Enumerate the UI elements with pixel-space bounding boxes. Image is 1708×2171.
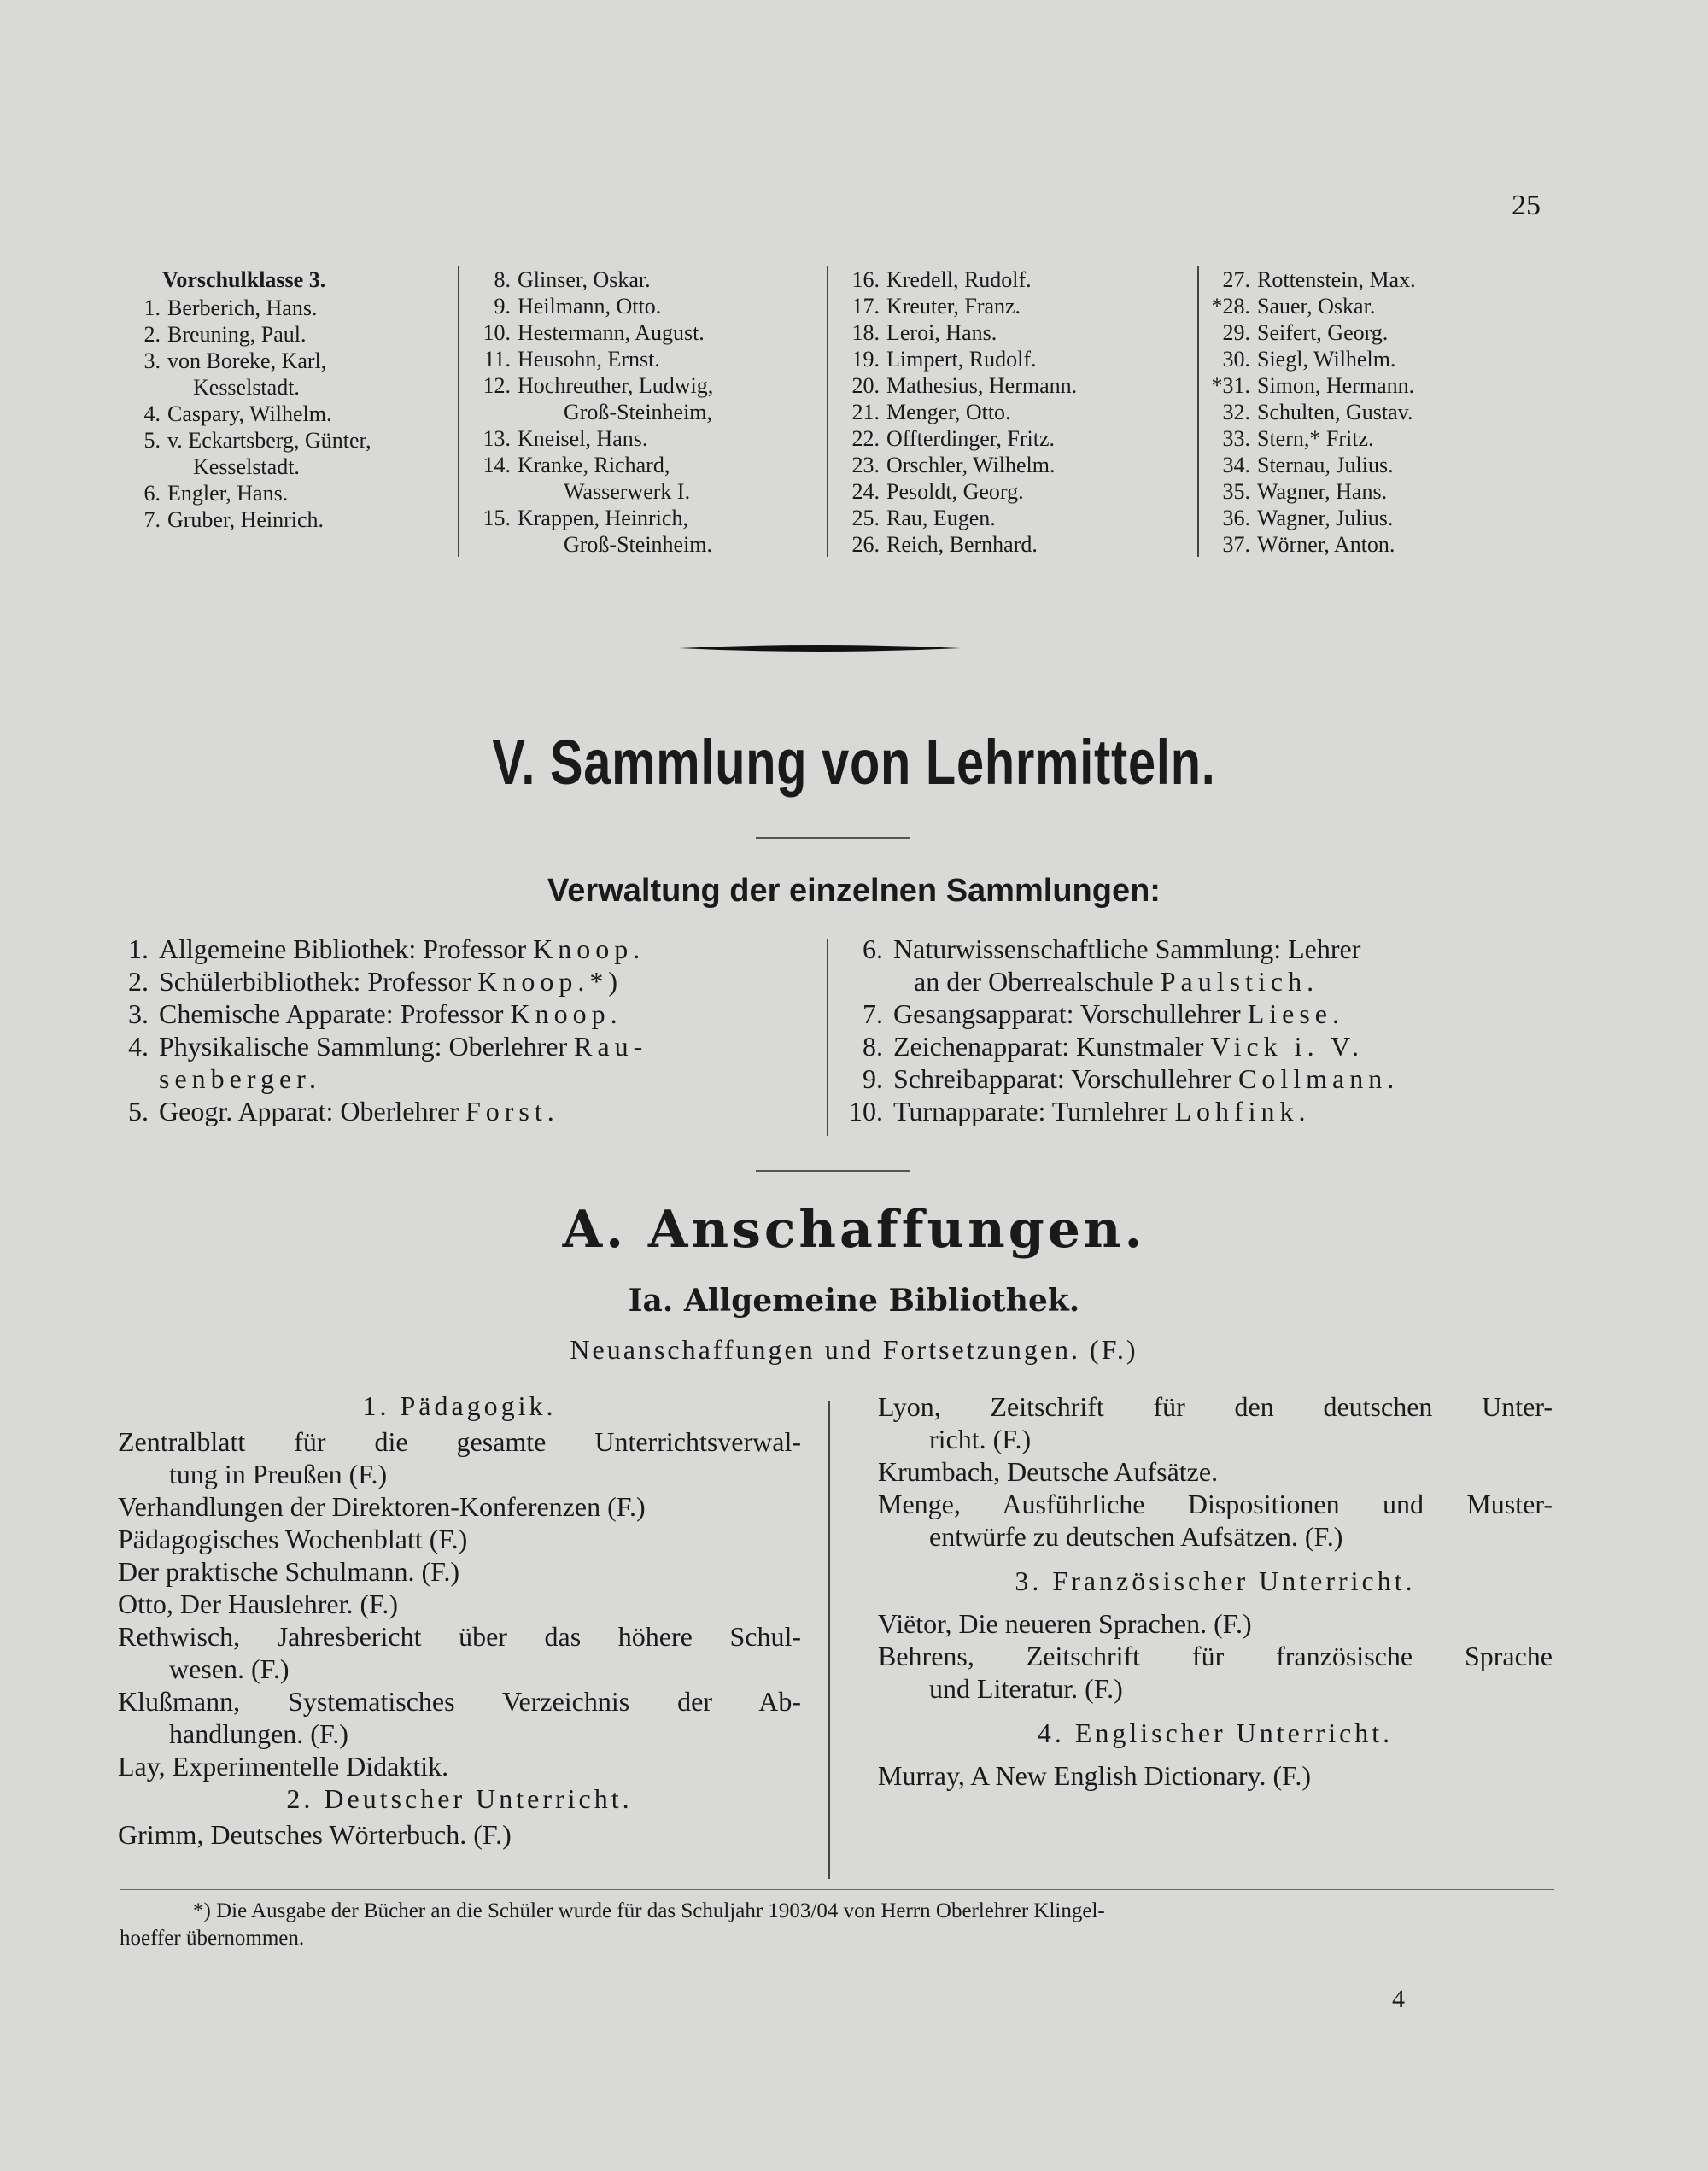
footnote-line: *) Die Ausgabe der Bücher an die Schüler wurde für das Schuljahr 1903/04 von Herrn Oberlehrer Klingel- [193, 1899, 1105, 1922]
list-item: 2. Schülerbibliothek: Professor Knoop.*) [128, 966, 623, 997]
list-item: Zentralblatt für die gesamte Unterrichtsverwal- tung in Preußen (F.) [118, 1426, 801, 1489]
list-item: Behrens, Zeitschrift für französische Sprache und Literatur. (F.) [878, 1641, 1553, 1704]
list-item: 15. Krappen, Heinrich, [483, 506, 688, 530]
list-item: Viëtor, Die neueren Sprachen. (F.) [878, 1608, 1252, 1639]
list-item: 26. Reich, Bernhard. [851, 532, 1038, 557]
list-item: 11. Heusohn, Ernst. [483, 347, 660, 372]
footnote-line: hoeffer übernommen. [120, 1927, 305, 1950]
column-divider [827, 939, 828, 1136]
list-item-continuation: Wasserwerk I. [564, 479, 691, 504]
subsection-heading: 3. Französischer Unterricht. [1015, 1565, 1416, 1596]
section-subtitle: Verwaltung der einzelnen Sammlungen: [547, 873, 1161, 909]
column-divider [458, 266, 459, 557]
list-item: 16. Kredell, Rudolf. [851, 267, 1032, 292]
list-item: 2. Breuning, Paul. [143, 322, 307, 347]
subsection-heading: 1. Pädagogik. [362, 1390, 557, 1421]
acquisitions-right-column [878, 1390, 1553, 1792]
section-subtitle: Ia. Allgemeine Bibliothek. [628, 1283, 1080, 1319]
ornamental-divider [679, 643, 961, 653]
list-item: Otto, Der Hauslehrer. (F.) [118, 1589, 399, 1619]
footnote-divider [120, 1889, 1554, 1890]
list-item: 37. Wörner, Anton. [1222, 532, 1395, 557]
list-item: 22. Offterdinger, Fritz. [851, 426, 1056, 451]
acquisitions-left-column [118, 1388, 801, 1851]
list-item: Lay, Experimentelle Didaktik. [118, 1751, 449, 1782]
list-item: 5. v. Eckartsberg, Günter, [143, 428, 371, 453]
list-item: 21. Menger, Otto. [851, 400, 1011, 424]
roster-column-3 [839, 266, 1180, 558]
subsection-heading: 2. Deutscher Unterricht. [286, 1783, 633, 1814]
list-item: 9. Heilmann, Otto. [494, 294, 662, 319]
divider [756, 1170, 910, 1172]
list-item: 1. Allgemeine Bibliothek: Professor Knoop. [128, 933, 646, 964]
section-title: V. Sammlung von Lehrmitteln. [492, 727, 1216, 798]
list-item: Klußmann, Systematisches Verzeichnis der Ab- handlungen. (F.) [118, 1686, 801, 1749]
list-item: 10. Turnapparate: Turnlehrer Lohfink. [849, 1096, 1311, 1126]
list-item: 18. Leroi, Hans. [851, 320, 997, 345]
list-item: Verhandlungen der Direktoren-Konferenzen (F.) [118, 1491, 646, 1522]
list-item: 34. Sternau, Julius. [1222, 453, 1394, 477]
page-number: 25 [1512, 190, 1541, 221]
roster-column-1 [120, 266, 444, 533]
column-divider [828, 1401, 830, 1879]
roster-column-4 [1209, 266, 1568, 558]
list-item: Krumbach, Deutsche Aufsätze. [878, 1456, 1219, 1487]
list-item: 3. von Boreke, Karl, [143, 348, 327, 373]
list-item-continuation: Groß-Steinheim. [564, 532, 713, 557]
list-item: 14. Kranke, Richard, [483, 453, 670, 477]
list-item: 1. Berberich, Hans. [143, 296, 318, 320]
vorschulklasse-roster [120, 266, 1571, 561]
list-item: 6. Engler, Hans. [143, 481, 289, 506]
list-item: 33. Stern,* Fritz. [1222, 426, 1374, 451]
sheet-signature: 4 [1392, 1985, 1405, 2013]
list-item-continuation: Kesselstadt. [193, 454, 300, 479]
list-item: Lyon, Zeitschrift für den deutschen Unter- richt. (F.) [878, 1391, 1553, 1454]
list-item-continuation: senberger. [159, 1063, 322, 1094]
list-item-continuation: an der Oberrealschule Paulstich. [914, 966, 1319, 997]
list-item: 4. Physikalische Sammlung: Oberlehrer Rau- [128, 1031, 648, 1062]
roster-column-2 [470, 266, 811, 558]
list-item: 20. Mathesius, Hermann. [851, 373, 1078, 398]
list-item: 13. Kneisel, Hans. [483, 426, 648, 451]
list-item: 32. Schulten, Gustav. [1222, 400, 1413, 424]
list-item-continuation: Kesselstadt. [193, 375, 300, 400]
list-item: 12. Hochreuther, Ludwig, [483, 373, 714, 398]
list-item: 3. Chemische Apparate: Professor Knoop. [128, 998, 623, 1029]
list-item: 36. Wagner, Julius. [1222, 506, 1394, 530]
list-item: Murray, A New English Dictionary. (F.) [878, 1760, 1311, 1791]
list-item: 17. Kreuter, Franz. [851, 294, 1021, 319]
section-title: A. Anschaffungen. [562, 1200, 1146, 1260]
list-item: 5. Geogr. Apparat: Oberlehrer Forst. [128, 1096, 559, 1126]
subsection-heading: 4. Englischer Unterricht. [1037, 1717, 1394, 1748]
list-item: 6. Naturwissenschaftliche Sammlung: Lehrer [863, 933, 1361, 964]
column-divider [1197, 266, 1199, 557]
column-divider [827, 266, 828, 557]
list-item: 25. Rau, Eugen. [851, 506, 996, 530]
list-item: 27. Rottenstein, Max. [1222, 267, 1416, 292]
list-item: *28. Sauer, Oskar. [1211, 294, 1376, 319]
list-item: 19. Limpert, Rudolf. [851, 347, 1037, 372]
list-item: 8. Zeichenapparat: Kunstmaler Vick i. V. [863, 1031, 1364, 1062]
footnote [120, 1898, 1554, 1952]
list-item: 29. Seifert, Georg. [1222, 320, 1389, 345]
list-item: 7. Gruber, Heinrich. [143, 507, 325, 532]
verwaltung-right-column [845, 933, 1588, 1127]
list-item: Rethwisch, Jahresbericht über das höhere Schul- wesen. (F.) [118, 1621, 801, 1684]
list-item: 7. Gesangsapparat: Vorschullehrer Liese. [863, 998, 1344, 1029]
list-item: Grimm, Deutsches Wörterbuch. (F.) [118, 1819, 512, 1850]
verwaltung-left-column [111, 933, 769, 1127]
list-item: 24. Pesoldt, Georg. [851, 479, 1024, 504]
list-item: 30. Siegl, Wilhelm. [1222, 347, 1396, 372]
list-item: Menge, Ausführliche Dispositionen und Muster- entwürfe zu deutschen Aufsätzen. (F.) [878, 1489, 1553, 1552]
list-item: 8. Glinser, Oskar. [494, 267, 651, 292]
divider [756, 837, 910, 839]
list-item: 9. Schreibapparat: Vorschullehrer Collmann. [863, 1063, 1400, 1094]
list-item: Der praktische Schulmann. (F.) [118, 1556, 459, 1587]
list-item: *31. Simon, Hermann. [1211, 373, 1415, 398]
list-item: Pädagogisches Wochenblatt (F.) [118, 1524, 468, 1554]
section-note: Neuanschaffungen und Fortsetzungen. (F.) [570, 1334, 1138, 1365]
list-item: 4. Caspary, Wilhelm. [143, 401, 332, 426]
roster-heading: Vorschulklasse 3. [162, 267, 326, 292]
list-item: 35. Wagner, Hans. [1222, 479, 1388, 504]
list-item: 10. Hestermann, August. [483, 320, 705, 345]
list-item-continuation: Groß-Steinheim, [564, 400, 713, 424]
list-item: 23. Orschler, Wilhelm. [851, 453, 1056, 477]
